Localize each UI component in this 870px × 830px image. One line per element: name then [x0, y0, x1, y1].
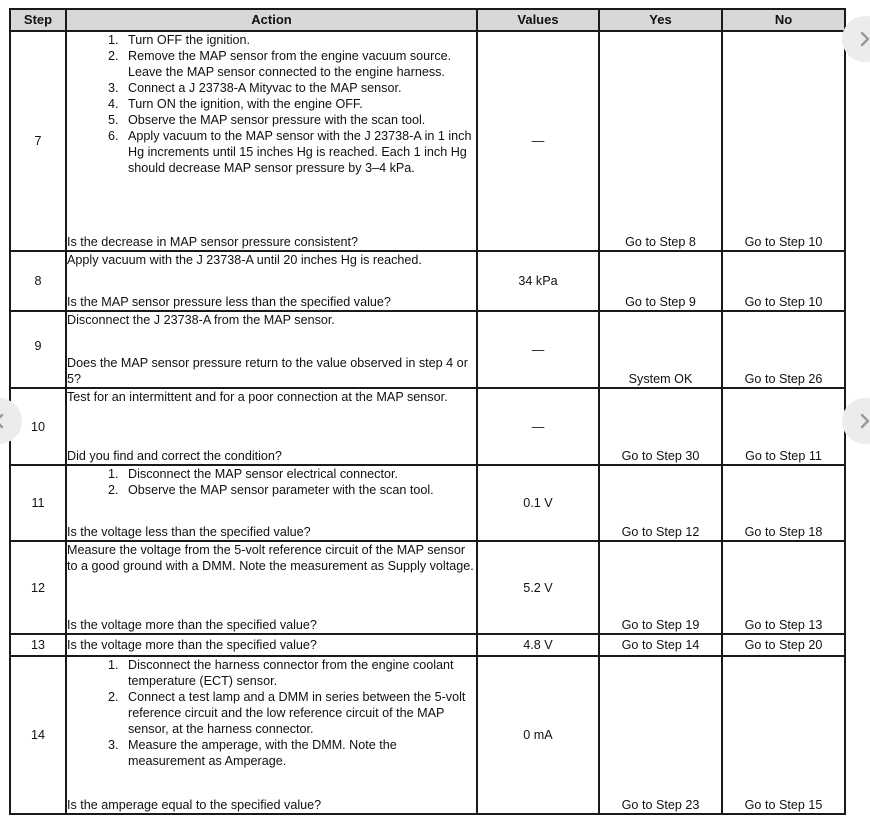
action-cell [66, 541, 477, 634]
question-text: Is the decrease in MAP sensor pressure consistent? [67, 235, 358, 249]
table-row [10, 541, 845, 634]
list-item: 3. Connect a J 23738-A Mityvac to the MAP sensor. [122, 80, 476, 96]
header-no: No [722, 9, 845, 31]
table-row [10, 465, 845, 541]
chevron-right-icon [857, 31, 870, 47]
list-item: 2. Connect a test lamp and a DMM in series between the 5-volt reference circuit and the low reference circuit of the MAP sensor, at the harness connector. [122, 689, 476, 737]
value-cell: — [477, 31, 599, 251]
diagnostic-table [9, 8, 846, 815]
value-cell: 0 mA [477, 656, 599, 814]
header-yes: Yes [599, 9, 722, 31]
action-cell [66, 311, 477, 388]
value-cell: — [477, 311, 599, 388]
yes-cell: System OK [599, 311, 722, 388]
yes-cell: Go to Step 8 [599, 31, 722, 251]
action-cell [66, 388, 477, 465]
question-text: Is the voltage more than the specified value? [67, 618, 317, 632]
yes-cell: Go to Step 14 [599, 634, 722, 656]
question-text: Is the voltage more than the specified value? [67, 638, 317, 652]
action-list [67, 32, 476, 176]
question-text: Is the voltage less than the specified value? [67, 525, 311, 539]
value-cell: 4.8 V [477, 634, 599, 656]
step-number: 13 [10, 634, 66, 656]
action-cell [66, 31, 477, 251]
step-number: 8 [10, 251, 66, 311]
action-text: Test for an intermittent and for a poor connection at the MAP sensor. [67, 390, 448, 404]
no-cell: Go to Step 13 [722, 541, 845, 634]
action-cell [66, 251, 477, 311]
step-number: 12 [10, 541, 66, 634]
no-cell: Go to Step 10 [722, 31, 845, 251]
step-number: 14 [10, 656, 66, 814]
table-row [10, 251, 845, 311]
yes-cell: Go to Step 9 [599, 251, 722, 311]
no-cell: Go to Step 20 [722, 634, 845, 656]
no-cell: Go to Step 10 [722, 251, 845, 311]
value-cell: 34 kPa [477, 251, 599, 311]
list-item: 2. Remove the MAP sensor from the engine vacuum source. Leave the MAP sensor connected to the engine harness. [122, 48, 476, 80]
yes-cell: Go to Step 12 [599, 465, 722, 541]
header-action: Action [66, 9, 477, 31]
question-text: Is the MAP sensor pressure less than the specified value? [67, 295, 391, 309]
list-item: 1. Turn OFF the ignition. [122, 32, 476, 48]
step-number: 9 [10, 311, 66, 388]
chevron-left-icon [0, 413, 7, 429]
chevron-right-icon [857, 413, 870, 429]
value-cell: 0.1 V [477, 465, 599, 541]
action-list [67, 466, 476, 498]
action-list [67, 657, 476, 769]
header-values: Values [477, 9, 599, 31]
list-item: 2. Observe the MAP sensor parameter with the scan tool. [122, 482, 476, 498]
list-item: 1. Disconnect the MAP sensor electrical connector. [122, 466, 476, 482]
value-cell: 5.2 V [477, 541, 599, 634]
no-cell: Go to Step 18 [722, 465, 845, 541]
table-row [10, 31, 845, 251]
header-step: Step [10, 9, 66, 31]
yes-cell: Go to Step 19 [599, 541, 722, 634]
table-row [10, 634, 845, 656]
step-number: 10 [10, 388, 66, 465]
action-text: Measure the voltage from the 5-volt reference circuit of the MAP sensor to a good ground with a DMM. Note the measurement as Supply voltage. [67, 543, 474, 573]
next-button[interactable] [842, 398, 870, 444]
action-cell [66, 465, 477, 541]
question-text: Did you find and correct the condition? [67, 449, 282, 463]
step-number: 11 [10, 465, 66, 541]
list-item: 4. Turn ON the ignition, with the engine OFF. [122, 96, 476, 112]
table-row [10, 311, 845, 388]
table-row [10, 656, 845, 814]
list-item: 1. Disconnect the harness connector from the engine coolant temperature (ECT) sensor. [122, 657, 476, 689]
question-text: Does the MAP sensor pressure return to the value observed in step 4 or 5? [67, 356, 468, 386]
yes-cell: Go to Step 30 [599, 388, 722, 465]
header-row [10, 9, 845, 31]
value-cell: — [477, 388, 599, 465]
next-button-top[interactable] [842, 16, 870, 62]
question-text: Is the amperage equal to the specified value? [67, 798, 322, 812]
action-cell [66, 656, 477, 814]
table-row [10, 388, 845, 465]
list-item: 5. Observe the MAP sensor pressure with the scan tool. [122, 112, 476, 128]
no-cell: Go to Step 26 [722, 311, 845, 388]
list-item: 3. Measure the amperage, with the DMM. Note the measurement as Amperage. [122, 737, 476, 769]
step-number: 7 [10, 31, 66, 251]
action-text: Disconnect the J 23738-A from the MAP sensor. [67, 313, 335, 327]
list-item: 6. Apply vacuum to the MAP sensor with the J 23738-A in 1 inch Hg increments until 15 inches Hg is reached. Each 1 inch Hg should decrease MAP sensor pressure by 3–4 kPa. [122, 128, 476, 176]
no-cell: Go to Step 15 [722, 656, 845, 814]
yes-cell: Go to Step 23 [599, 656, 722, 814]
action-text: Apply vacuum with the J 23738-A until 20 inches Hg is reached. [67, 253, 422, 267]
action-cell [66, 634, 477, 656]
no-cell: Go to Step 11 [722, 388, 845, 465]
